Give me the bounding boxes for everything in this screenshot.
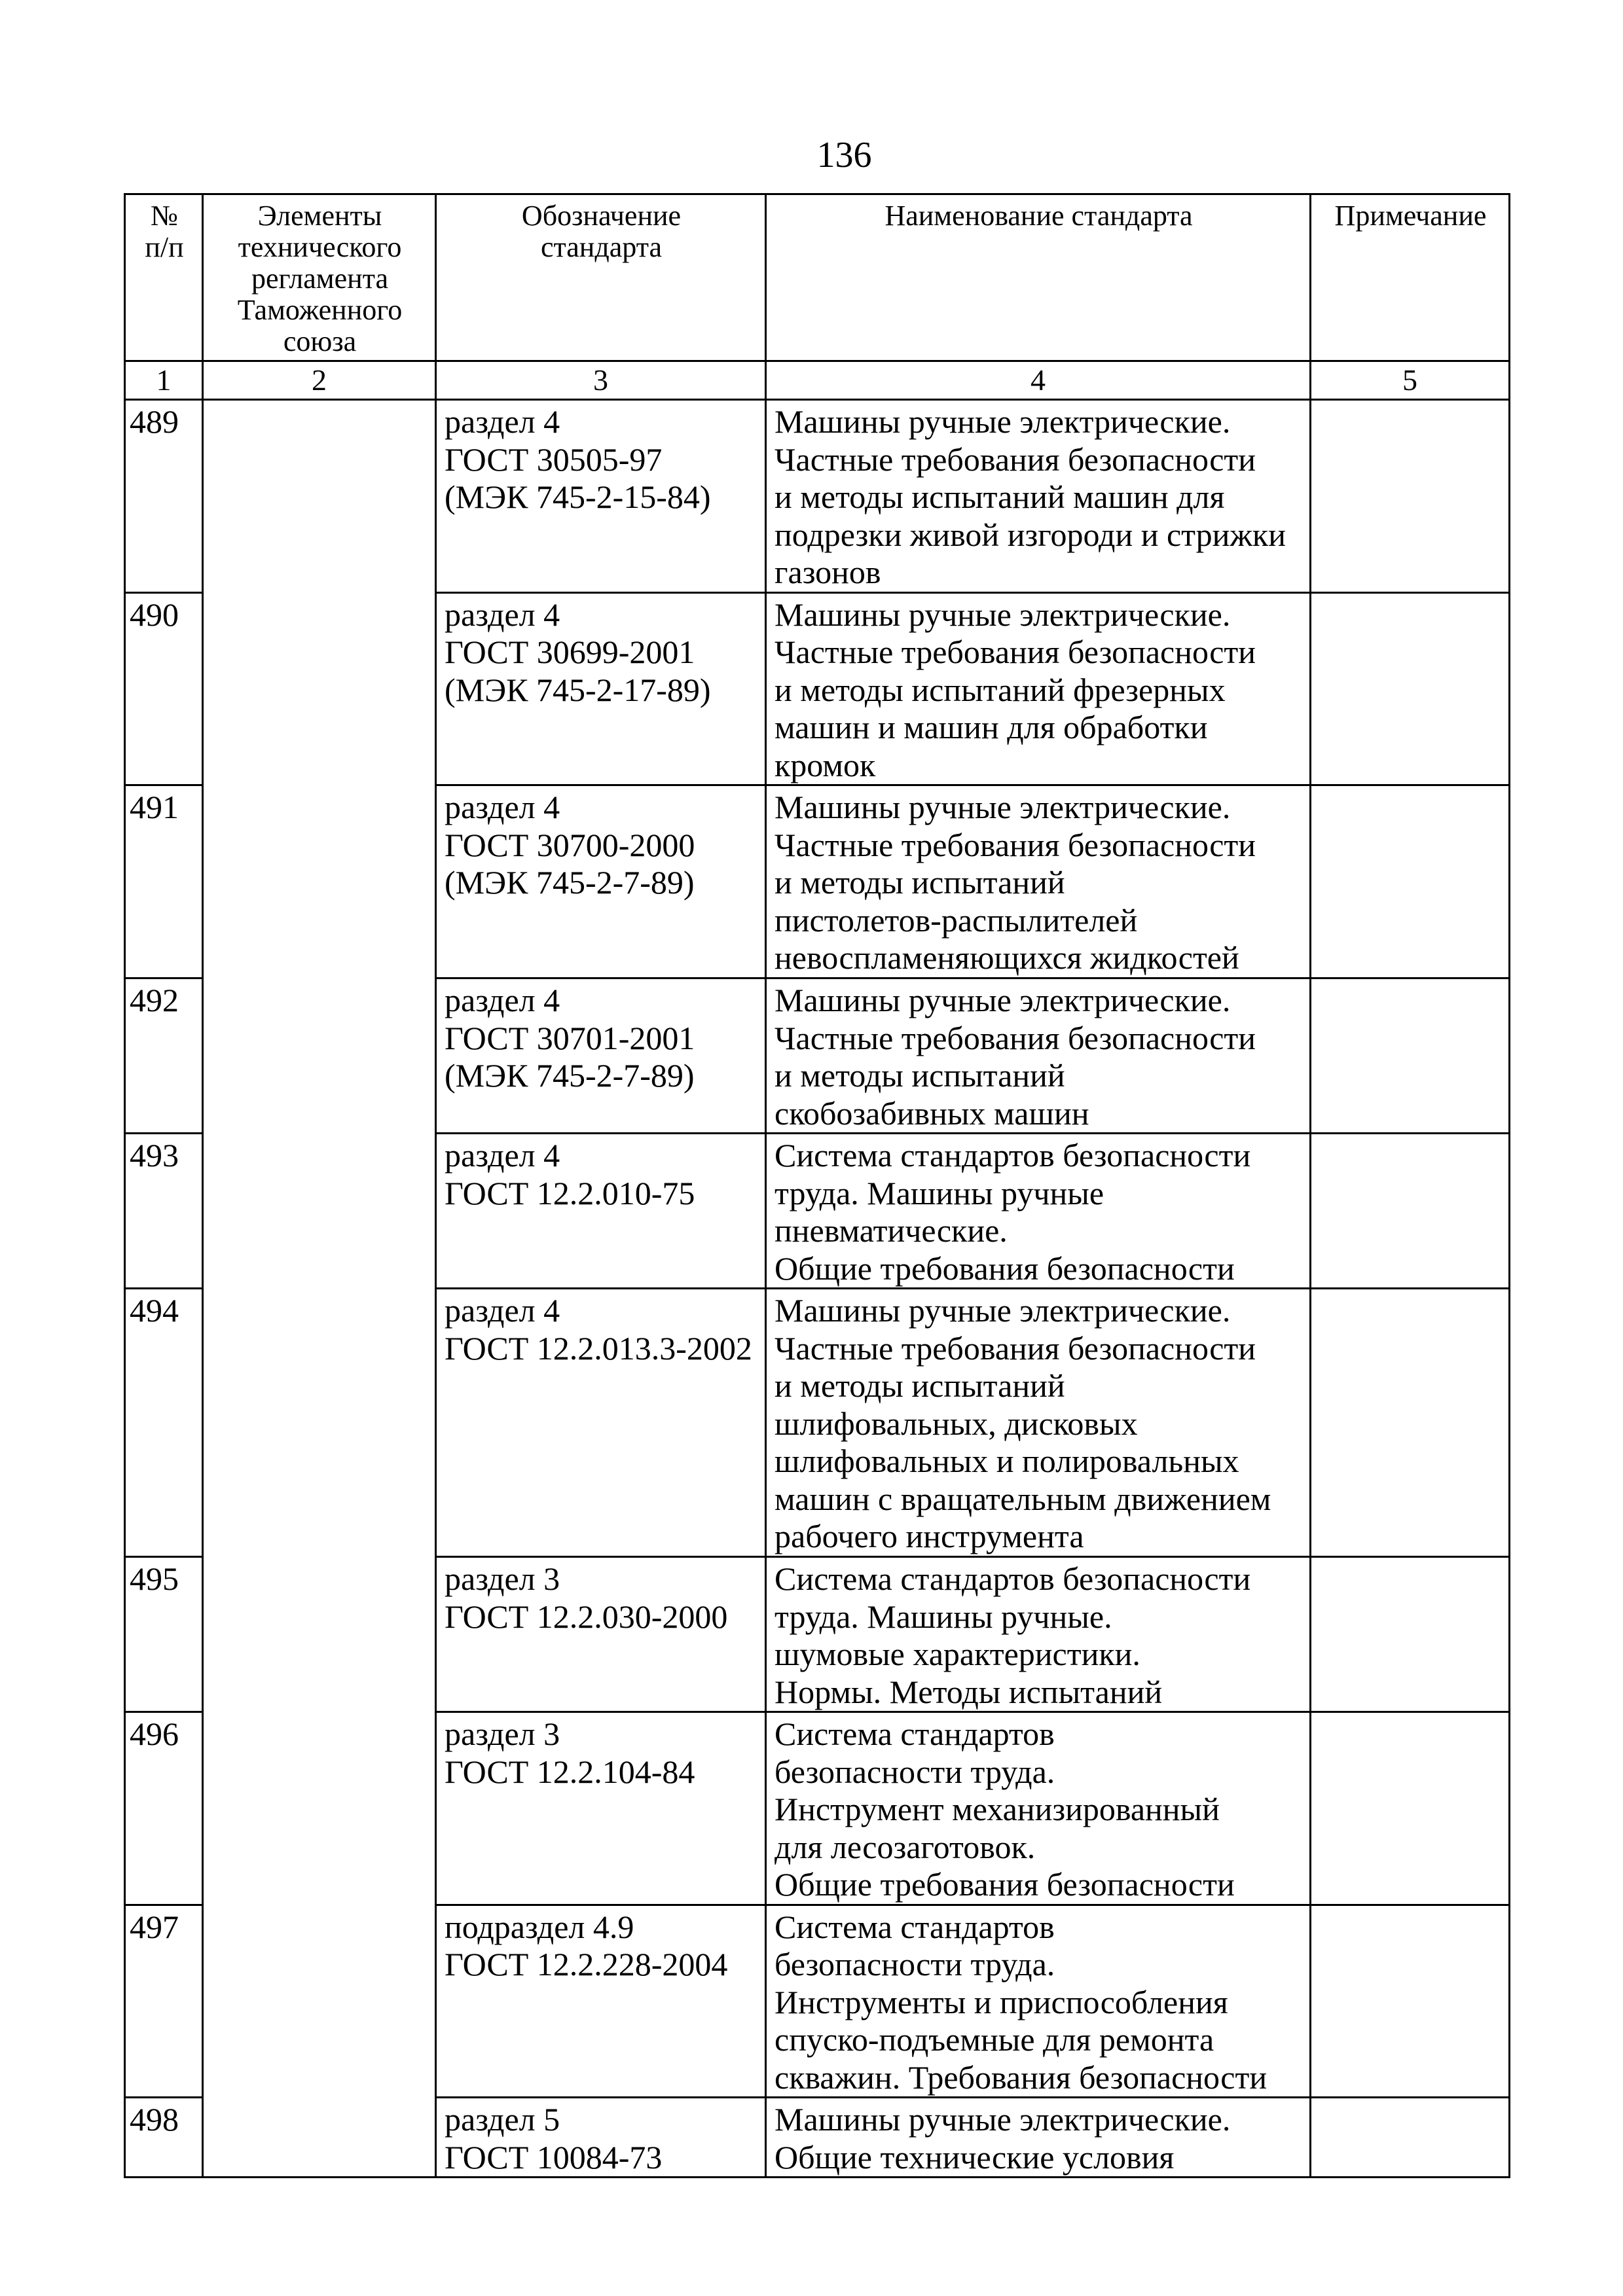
row-number: 491 <box>125 785 203 978</box>
standard-designation: раздел 4 ГОСТ 30701-2001 (МЭК 745-2-7-89) <box>436 978 766 1134</box>
standard-name: Машины ручные электрические. Частные требования безопасности и методы испытаний пистолетов-распылителей невоспламеняющихся жидкостей <box>766 785 1311 978</box>
column-number: 2 <box>203 361 436 400</box>
standard-name: Система стандартов безопасности труда. Машины ручные. шумовые характеристики. Нормы. Методы испытаний <box>766 1557 1311 1712</box>
standard-name: Машины ручные электрические. Частные требования безопасности и методы испытаний машин для подрезки живой изгороди и стрижки газонов <box>766 400 1311 593</box>
row-number: 494 <box>125 1289 203 1557</box>
standard-name: Машины ручные электрические. Общие технические условия <box>766 2098 1311 2178</box>
note-cell <box>1311 1134 1510 1289</box>
header-designation: Обозначение стандарта <box>436 194 766 361</box>
standard-designation: подраздел 4.9 ГОСТ 12.2.228-2004 <box>436 1905 766 2098</box>
standards-table <box>124 193 1510 2178</box>
standard-designation: раздел 4 ГОСТ 30700-2000 (МЭК 745-2-7-89) <box>436 785 766 978</box>
column-number: 5 <box>1311 361 1510 400</box>
row-number: 493 <box>125 1134 203 1289</box>
row-number: 492 <box>125 978 203 1134</box>
standard-name: Система стандартов безопасности труда. Машины ручные пневматические. Общие требования безопасности <box>766 1134 1311 1289</box>
row-number: 497 <box>125 1905 203 2098</box>
standard-designation: раздел 4 ГОСТ 12.2.010-75 <box>436 1134 766 1289</box>
note-cell <box>1311 978 1510 1134</box>
row-number: 489 <box>125 400 203 593</box>
note-cell <box>1311 2098 1510 2178</box>
standard-designation: раздел 5 ГОСТ 10084-73 <box>436 2098 766 2178</box>
note-cell <box>1311 1905 1510 2098</box>
header-number: № п/п <box>125 194 203 361</box>
standard-designation: раздел 4 ГОСТ 30505-97 (МЭК 745-2-15-84) <box>436 400 766 593</box>
row-number: 495 <box>125 1557 203 1712</box>
regulation-elements-cell <box>203 400 436 2178</box>
standard-designation: раздел 3 ГОСТ 12.2.030-2000 <box>436 1557 766 1712</box>
note-cell <box>1311 1289 1510 1557</box>
table-row <box>125 400 1510 593</box>
note-cell <box>1311 785 1510 978</box>
standard-name: Система стандартов безопасности труда. Инструмент механизированный для лесозаготовок. Общие требования безопасности <box>766 1712 1311 1905</box>
note-cell <box>1311 1712 1510 1905</box>
page-number: 136 <box>816 135 872 175</box>
standard-name: Машины ручные электрические. Частные требования безопасности и методы испытаний фрезерных машин и машин для обработки кромок <box>766 592 1311 785</box>
standard-designation: раздел 3 ГОСТ 12.2.104-84 <box>436 1712 766 1905</box>
note-cell <box>1311 592 1510 785</box>
row-number: 496 <box>125 1712 203 1905</box>
column-number: 3 <box>436 361 766 400</box>
column-number-row <box>125 361 1510 400</box>
column-number: 1 <box>125 361 203 400</box>
note-cell <box>1311 400 1510 593</box>
header-elements: Элементы технического регламента Таможенного союза <box>203 194 436 361</box>
column-number: 4 <box>766 361 1311 400</box>
row-number: 490 <box>125 592 203 785</box>
header-name: Наименование стандарта <box>766 194 1311 361</box>
standard-name: Машины ручные электрические. Частные требования безопасности и методы испытаний шлифовальных, дисковых шлифовальных и полировальных машин с вращательным движением рабочего инструмента <box>766 1289 1311 1557</box>
header-note: Примечание <box>1311 194 1510 361</box>
standard-name: Система стандартов безопасности труда. Инструменты и приспособления спуско-подъемные для ремонта скважин. Требования безопасности <box>766 1905 1311 2098</box>
standard-designation: раздел 4 ГОСТ 12.2.013.3-2002 <box>436 1289 766 1557</box>
row-number: 498 <box>125 2098 203 2178</box>
table-header-row <box>125 194 1510 361</box>
standard-designation: раздел 4 ГОСТ 30699-2001 (МЭК 745-2-17-89) <box>436 592 766 785</box>
standard-name: Машины ручные электрические. Частные требования безопасности и методы испытаний скобозабивных машин <box>766 978 1311 1134</box>
note-cell <box>1311 1557 1510 1712</box>
